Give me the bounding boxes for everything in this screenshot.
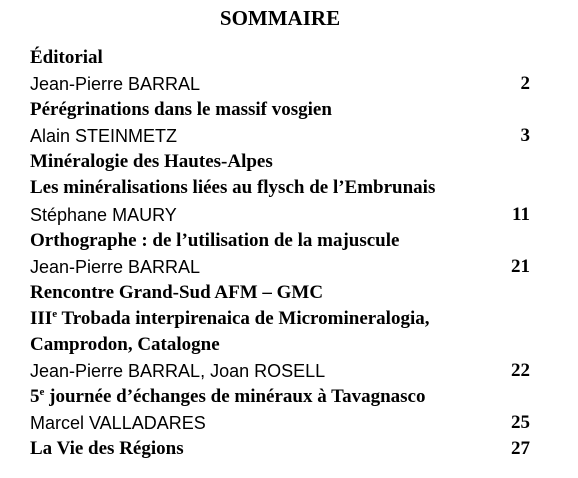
toc-subheading-mineralogie: Les minéralisations liées au flysch de l’Embrunais <box>30 177 436 199</box>
table-of-contents <box>30 45 530 463</box>
heading-text: La Vie des Régions <box>30 438 184 460</box>
page-number: 27 <box>511 438 530 460</box>
ordinal-number: III <box>30 307 53 329</box>
toc-heading-vie-des-regions <box>30 436 530 462</box>
page-number: 3 <box>520 125 530 147</box>
ordinal-suffix: e <box>52 307 58 320</box>
page-number: 25 <box>511 412 530 434</box>
page-number: 11 <box>512 203 530 225</box>
author-name: Stéphane MAURY <box>30 204 177 225</box>
heading-text: Trobada interpirenaica de Micromineralogia, <box>57 307 430 329</box>
toc-heading-rencontre: Rencontre Grand-Sud AFM – GMC <box>30 281 324 303</box>
toc-author-journee <box>30 410 530 436</box>
page-number: 2 <box>520 73 530 95</box>
page-title: SOMMAIRE <box>219 6 341 30</box>
toc-author-rencontre <box>30 358 530 384</box>
toc-author-editorial <box>30 71 530 97</box>
author-name: Alain STEINMETZ <box>30 126 178 147</box>
toc-author-orthographe <box>30 254 530 280</box>
page-number: 22 <box>511 360 530 382</box>
page-number: 21 <box>511 255 530 277</box>
heading-text: journée d’échanges de minéraux à Tavagnasco <box>44 386 426 408</box>
toc-author-peregrinations <box>30 123 530 149</box>
toc-author-mineralogie <box>30 202 530 228</box>
toc-heading-peregrinations: Pérégrinations dans le massif vosgien <box>30 99 332 121</box>
author-name: Marcel VALLADARES <box>30 413 206 434</box>
toc-subheading-camprodon: Camprodon, Catalogne <box>30 334 220 356</box>
toc-subheading-trobada <box>30 306 530 332</box>
ordinal-suffix: e <box>39 386 45 399</box>
toc-heading-editorial: Éditorial <box>30 47 103 68</box>
toc-heading-journee <box>30 384 530 410</box>
toc-heading-mineralogie: Minéralogie des Hautes-Alpes <box>30 151 273 173</box>
author-name: Jean-Pierre BARRAL, Joan ROSELL <box>30 361 326 382</box>
author-name: Jean-Pierre BARRAL <box>30 74 201 95</box>
author-name: Jean-Pierre BARRAL <box>30 256 201 277</box>
ordinal-number: 5 <box>30 386 40 408</box>
toc-heading-orthographe: Orthographe : de l’utilisation de la majuscule <box>30 229 400 251</box>
